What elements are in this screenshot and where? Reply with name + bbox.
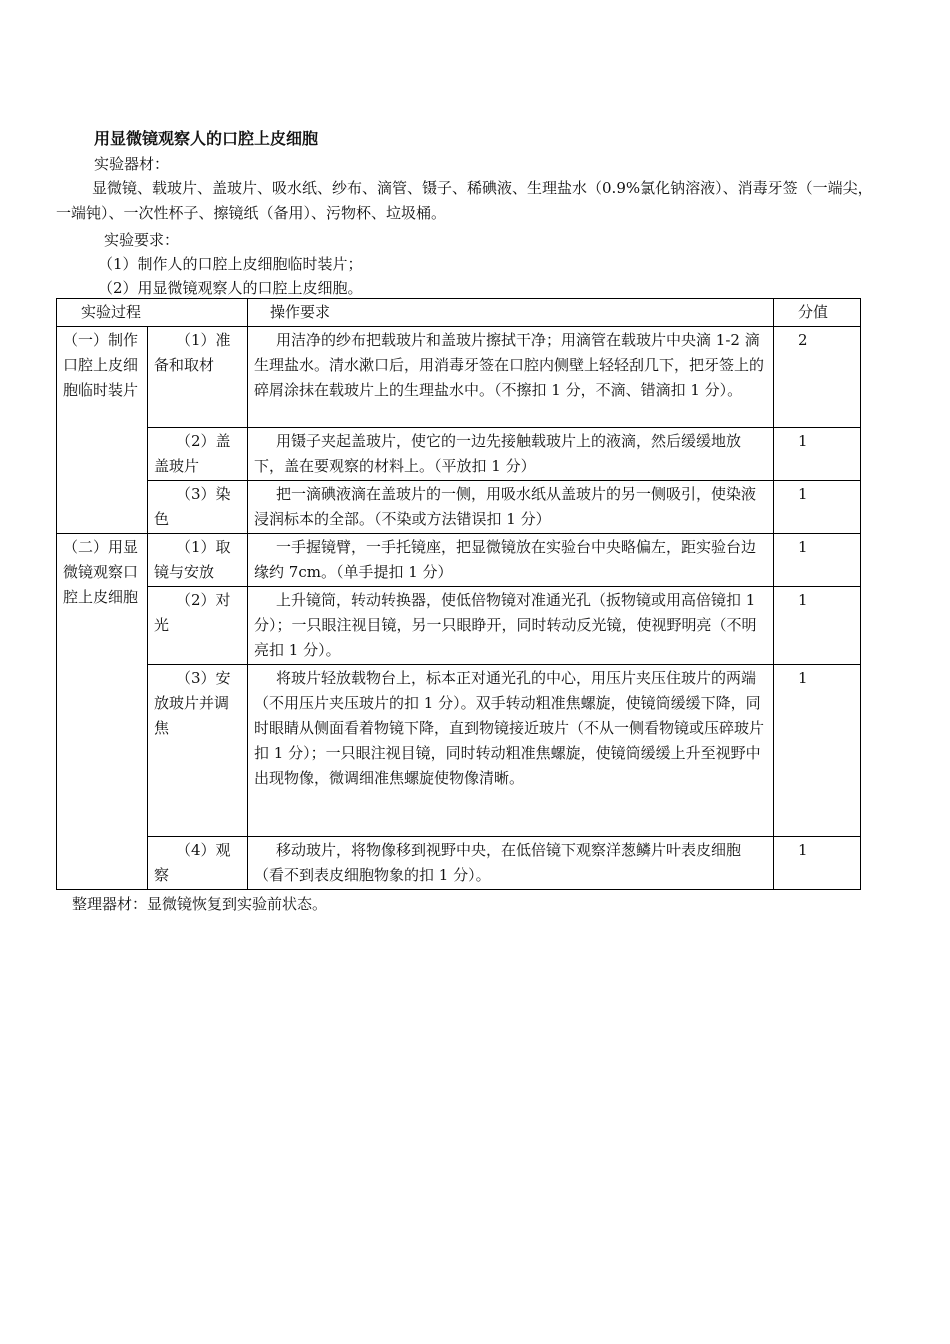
requirement-cell: 将玻片轻放载物台上，标本正对通光孔的中心，用压片夹压住玻片的两端（不用压片夹压玻片的扣 1 分）。双手转动粗准焦螺旋，使镜筒缓缓下降，同时眼睛从侧面看着物镜下降，直到物镜接近玻片（不从一侧看物镜或压碎玻片扣 1 分）；一只眼注视目镜，同时转动粗准焦螺旋，使镜筒缓缓上升至视野中出现物像，微调细准焦螺旋使物像清晰。: [248, 665, 774, 837]
requirement-cell: 用洁净的纱布把载玻片和盖玻片擦拭干净；用滴管在载玻片中央滴 1-2 滴生理盐水。清水漱口后，用消毒牙签在口腔内侧壁上轻轻刮几下，把牙签上的碎屑涂抹在载玻片上的生理盐水中。（不擦扣 1 分，不滴、错滴扣 1 分）。: [248, 327, 774, 428]
requirement-item: （1）制作人的口腔上皮细胞临时装片；: [98, 255, 363, 273]
table-row: [57, 481, 861, 534]
table-row: [57, 587, 861, 665]
step-cell: （4）观察: [148, 837, 248, 890]
materials-text: 显微镜、载玻片、盖玻片、吸水纸、纱布、滴管、镊子、稀碘液、生理盐水（0.9%氯化钠溶液）、消毒牙签（一端尖，一端钝）、一次性杯子、擦镜纸（备用）、污物杯、垃圾桶。: [56, 179, 873, 222]
score-cell: 2: [774, 327, 861, 428]
requirement-cell: 上升镜筒，转动转换器，使低倍物镜对准通光孔（扳物镜或用高倍镜扣 1 分）；一只眼注视目镜，另一只眼睁开，同时转动反光镜，使视野明亮（不明亮扣 1 分）。: [248, 587, 774, 665]
requirement-cell: 移动玻片，将物像移到视野中央，在低倍镜下观察洋葱鳞片叶表皮细胞（看不到表皮细胞物象的扣 1 分）。: [248, 837, 774, 890]
table-header-row: [57, 299, 861, 327]
header-process: 实验过程: [57, 299, 248, 327]
table-row: [57, 665, 861, 837]
step-cell: （2）对光: [148, 587, 248, 665]
step-cell: （1）取镜与安放: [148, 534, 248, 587]
score-cell: 1: [774, 534, 861, 587]
document-title: 用显微镜观察人的口腔上皮细胞: [94, 129, 319, 148]
table-row: [57, 327, 861, 428]
table-row: [57, 534, 861, 587]
materials-label: 实验器材：: [94, 155, 170, 173]
score-cell: 1: [774, 481, 861, 534]
requirement-cell: 一手握镜臂，一手托镜座，把显微镜放在实验台中央略偏左，距实验台边缘约 7cm。（单手提扣 1 分）: [248, 534, 774, 587]
stage-cell: （二）用显微镜观察口腔上皮细胞: [57, 534, 148, 890]
requirement-item: （2）用显微镜观察人的口腔上皮细胞。: [98, 279, 363, 297]
table-row: [57, 428, 861, 481]
score-cell: 1: [774, 837, 861, 890]
requirements-label: 实验要求：: [104, 231, 180, 249]
stage-cell: （一）制作口腔上皮细胞临时装片: [57, 327, 148, 534]
table-row: [57, 837, 861, 890]
step-cell: （1）准备和取材: [148, 327, 248, 428]
header-score: 分值: [774, 299, 861, 327]
score-cell: 1: [774, 428, 861, 481]
header-requirement: 操作要求: [248, 299, 774, 327]
experiment-table: [56, 298, 861, 890]
step-cell: （3）染色: [148, 481, 248, 534]
footer-note: 整理器材：显微镜恢复到实验前状态。: [72, 895, 328, 913]
step-cell: （2）盖盖玻片: [148, 428, 248, 481]
requirement-cell: 用镊子夹起盖玻片，使它的一边先接触载玻片上的液滴，然后缓缓地放下，盖在要观察的材料上。（平放扣 1 分）: [248, 428, 774, 481]
requirement-cell: 把一滴碘液滴在盖玻片的一侧，用吸水纸从盖玻片的另一侧吸引，使染液浸润标本的全部。（不染或方法错误扣 1 分）: [248, 481, 774, 534]
score-cell: 1: [774, 587, 861, 665]
score-cell: 1: [774, 665, 861, 837]
step-cell: （3）安放玻片并调焦: [148, 665, 248, 837]
